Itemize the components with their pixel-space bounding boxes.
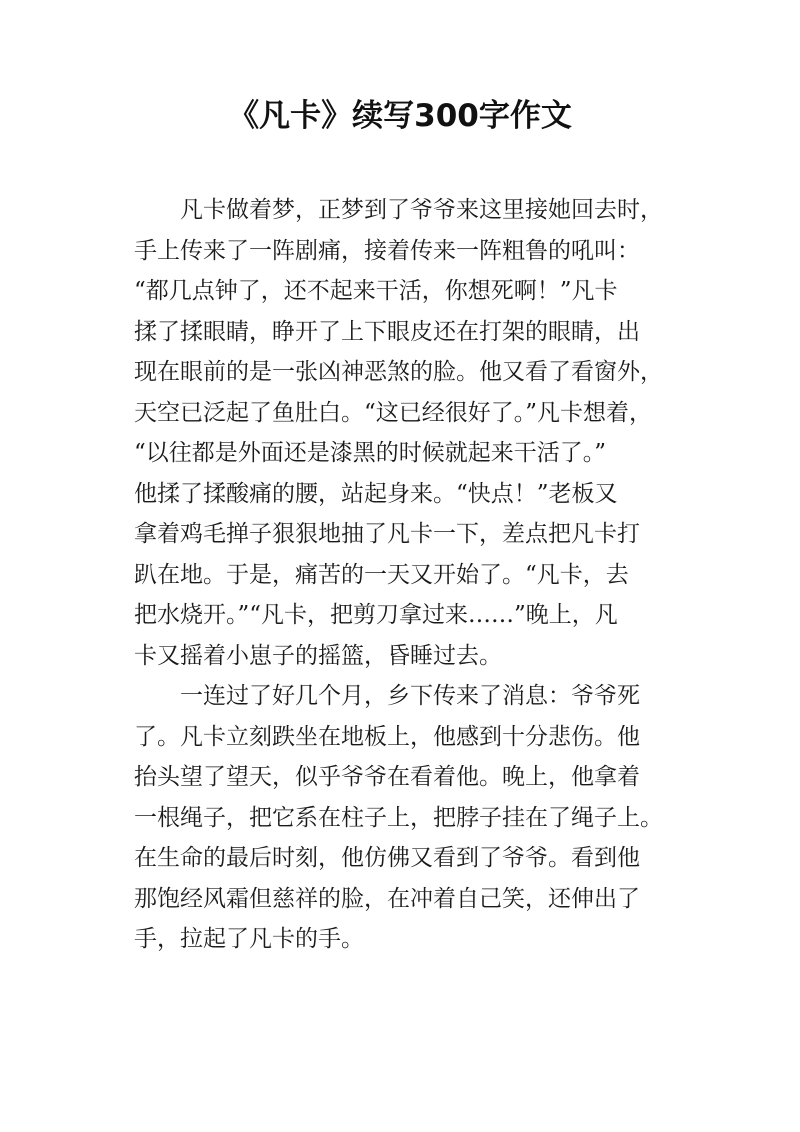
document-title: 《凡卡》续写300字作文 [228, 98, 572, 134]
text-line: 手上传来了一阵剧痛，接着传来一阵粗鲁的吼叫： [134, 237, 640, 264]
text-line: 手，拉起了凡卡的手。 [134, 926, 364, 952]
text-line: 他揉了揉酸痛的腰，站起身来。“快点！”老板又 [134, 480, 618, 507]
text-line: 抬头望了望天，似乎爷爷在看着他。晚上，他拿着 [134, 764, 640, 790]
paragraph-2 [134, 676, 686, 960]
text-line: 天空已泛起了鱼肚白。“这已经很好了。”凡卡想着， [134, 399, 653, 426]
text-line: 在生命的最后时刻，他仿佛又看到了爷爷。看到他 [134, 845, 640, 871]
text-line: 凡卡做着梦，正梦到了爷爷来这里接她回去时， [134, 197, 663, 223]
text-line: 把水烧开。”“凡卡，把剪刀拿过来……”晚上，凡 [134, 602, 618, 628]
document-body [134, 190, 686, 960]
text-line: 一连过了好几个月，乡下传来了消息：爷爷死 [134, 683, 640, 709]
text-line: “都几点钟了，还不起来干活，你想死啊！”凡卡 [134, 278, 618, 304]
paragraph-1 [134, 190, 686, 676]
text-line: 揉了揉眼睛，睁开了上下眼皮还在打架的眼睛，出 [134, 318, 640, 345]
text-line: “以往都是外面还是漆黑的时候就起来干活了。” [134, 440, 607, 466]
text-line: 了。凡卡立刻跌坐在地板上，他感到十分悲伤。他 [134, 723, 640, 750]
text-line: 趴在地。于是，痛苦的一天又开始了。“凡卡，去 [134, 561, 629, 588]
text-line: 现在眼前的是一张凶神恶煞的脸。他又看了看窗外， [134, 359, 663, 385]
text-line: 那饱经风霜但慈祥的脸，在冲着自己笑，还伸出了 [134, 885, 640, 912]
text-line: 一根绳子，把它系在柱子上，把脖子挂在了绳子上。 [134, 804, 663, 831]
text-line: 拿着鸡毛掸子狠狠地抽了凡卡一下，差点把凡卡打 [134, 521, 640, 547]
text-line: 卡又摇着小崽子的摇篮，昏睡过去。 [134, 642, 502, 669]
